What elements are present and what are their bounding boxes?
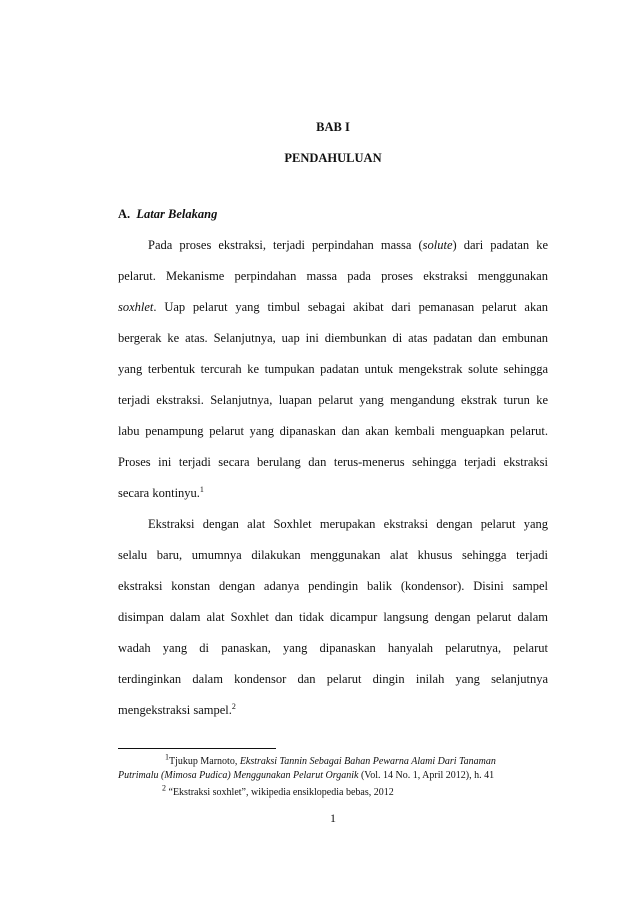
p1-line-5: yang terbentuk tercurah ke tumpukan padatan untuk mengekstrak solute sehingga bbox=[118, 362, 548, 376]
p1-l3-a: soxhlet bbox=[118, 300, 154, 314]
section-heading bbox=[118, 207, 217, 222]
p1-line-3 bbox=[118, 292, 548, 323]
footnote-1-line-1 bbox=[118, 752, 548, 767]
p1-line-4: bergerak ke atas. Selanjutnya, uap ini diembunkan di atas padatan dan embunan bbox=[118, 331, 548, 345]
p2-line-3: ekstraksi konstan dengan adanya pendingin balik (kondensor). Disini sampel bbox=[118, 579, 548, 593]
p2-line-7 bbox=[118, 695, 548, 726]
p1-line-9 bbox=[118, 478, 548, 509]
p1-line-1 bbox=[118, 230, 548, 261]
section-title: Latar Belakang bbox=[136, 207, 218, 221]
p1-line-2: pelarut. Mekanisme perpindahan massa pada proses ekstraksi menggunakan bbox=[118, 269, 548, 283]
footnote-2-number: 2 bbox=[162, 783, 166, 793]
chapter-number: BAB I bbox=[316, 120, 350, 134]
paragraph-1 bbox=[118, 230, 548, 726]
footnote-ref-2: 2 bbox=[231, 701, 236, 711]
p2-line-6: terdinginkan dalam kondensor dan pelarut dingin inilah yang selanjutnya bbox=[118, 672, 548, 686]
p2-line-2: selalu baru, umumnya dilakukan menggunakan alat khusus sehingga terjadi bbox=[118, 548, 548, 562]
footnote-2-text: “Ekstraksi soxhlet”, wikipedia ensiklopedia bebas, 2012 bbox=[166, 787, 394, 798]
footnote-1-number: 1 bbox=[165, 752, 169, 762]
footnote-divider bbox=[118, 748, 276, 749]
footnote-1-title-b: Putrimalu (Mimosa Pudica) Menggunakan Pelarut Organik bbox=[118, 770, 359, 781]
p1-line-6: terjadi ekstraksi. Selanjutnya, luapan pelarut yang mengandung ekstrak turun ke bbox=[118, 393, 548, 407]
p1-line-7: labu penampung pelarut yang dipanaskan dan akan kembali menguapkan pelarut. bbox=[118, 424, 548, 438]
footnote-1-rest: (Vol. 14 No. 1, April 2012), h. 41 bbox=[358, 770, 495, 781]
p1-l1-c: ) dari padatan ke bbox=[452, 238, 548, 252]
p1-l1-b: solute bbox=[422, 238, 453, 252]
footnote-1-author: Tjukup Marnoto, bbox=[169, 756, 240, 767]
p2-line-1: Ekstraksi dengan alat Soxhlet merupakan ekstraksi dengan pelarut yang bbox=[148, 517, 548, 531]
footnote-2 bbox=[118, 783, 548, 798]
p2-line-4: disimpan dalam alat Soxhlet dan tidak dicampur langsung dengan pelarut dalam bbox=[118, 610, 548, 624]
p1-line-8: Proses ini terjadi secara berulang dan terus-menerus sehingga terjadi ekstraksi bbox=[118, 455, 548, 469]
footnote-1-title-a: Ekstraksi Tannin Sebagai Bahan Pewarna Alami Dari Tanaman bbox=[239, 756, 496, 767]
p1-l1-a: Pada proses ekstraksi, terjadi perpindahan massa ( bbox=[148, 238, 423, 252]
page-number: 1 bbox=[330, 811, 336, 825]
footnote-1-line-2 bbox=[118, 770, 548, 781]
chapter-title: PENDAHULUAN bbox=[284, 151, 382, 165]
section-letter: A. bbox=[118, 207, 131, 221]
p2-line-5: wadah yang di panaskan, yang dipanaskan hanyalah pelarutnya, pelarut bbox=[118, 641, 548, 655]
p1-l3-b: . Uap pelarut yang timbul sebagai akibat dari pemanasan pelarut akan bbox=[153, 300, 548, 314]
footnote-ref-1: 1 bbox=[199, 484, 204, 494]
p1-l9-text: secara kontinyu. bbox=[118, 486, 200, 500]
p2-l7-text: mengekstraksi sampel. bbox=[118, 703, 232, 717]
